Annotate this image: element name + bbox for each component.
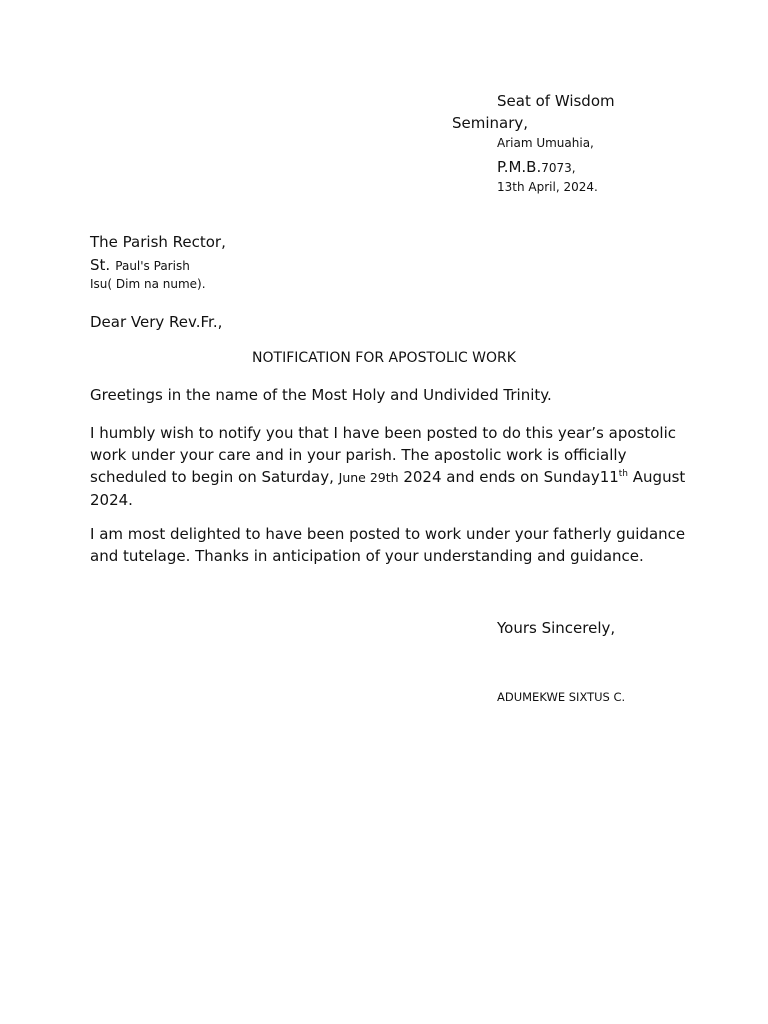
recipient-parish-name: Paul's Parish xyxy=(115,259,190,273)
po-box-number: 7073, xyxy=(541,161,576,175)
sender-po-box xyxy=(497,157,576,176)
recipient-title: The Parish Rector, xyxy=(90,233,226,251)
salutation: Dear Very Rev.Fr., xyxy=(90,313,223,331)
greeting: Greetings in the name of the Most Holy and Undivided Trinity. xyxy=(90,386,552,404)
recipient-location: Isu( Dim na nume). xyxy=(90,277,206,291)
sender-address-line: Seat of Wisdom xyxy=(497,92,615,110)
body-paragraph xyxy=(90,422,690,511)
letter-subject: NOTIFICATION FOR APOSTOLIC WORK xyxy=(252,350,516,366)
body-text: I humbly wish to notify you that I have been posted to do this year’s apostolic work under your care and in your parish. The apostolic work is officially scheduled to begin on Saturday, xyxy=(90,424,676,486)
ordinal-suffix: th xyxy=(618,469,629,479)
sender-address-line: Seminary, xyxy=(452,114,529,132)
body-paragraph: I am most delighted to have been posted to work under your fatherly guidance and tutelage. Thanks in anticipation of your understanding and guidance. xyxy=(90,525,686,565)
body-text: 2024 and ends on Sunday11 xyxy=(398,468,619,486)
start-date: June 29th xyxy=(338,470,399,485)
letter-date: 13th April, 2024. xyxy=(497,180,598,194)
sender-address-line: Ariam Umuahia, xyxy=(497,136,594,150)
recipient-parish xyxy=(90,255,190,274)
po-box-prefix: P.M.B. xyxy=(497,158,542,176)
recipient-parish-prefix: St. xyxy=(90,256,111,274)
body-text: August 2024. xyxy=(90,468,686,509)
closing: Yours Sincerely, xyxy=(497,619,616,637)
signature-name: ADUMEKWE SIXTUS C. xyxy=(497,690,626,704)
